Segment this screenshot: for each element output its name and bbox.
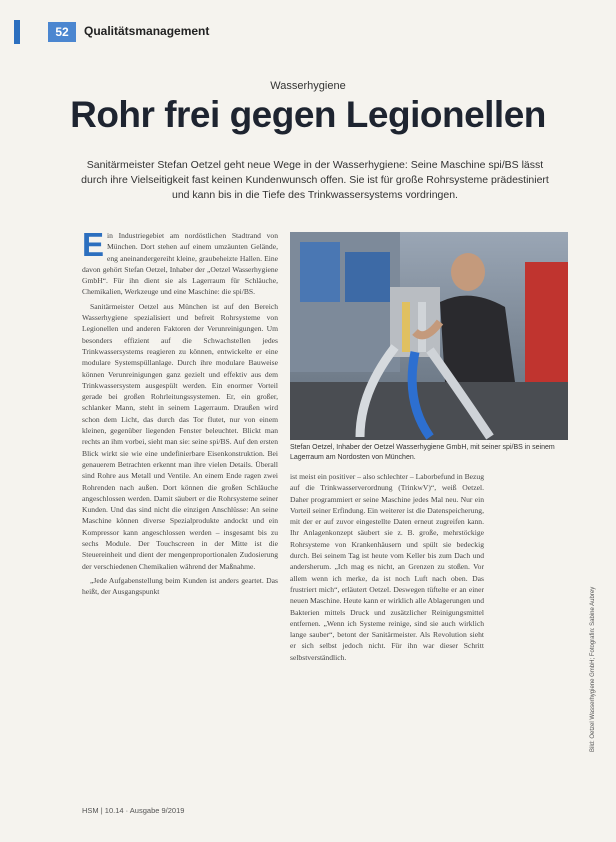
photo-illustration bbox=[290, 232, 568, 440]
page-footer: HSM | 10.14 · Ausgabe 9/2019 bbox=[82, 806, 185, 815]
article-kicker: Wasserhygiene bbox=[270, 80, 346, 92]
page-number: 52 bbox=[48, 22, 76, 42]
text-column-1 bbox=[82, 226, 278, 601]
paragraph-1 bbox=[82, 226, 278, 298]
paragraph-3: „Jede Aufgabenstellung beim Kunden ist anders geartet. Das heißt, der Ausgangspunkt bbox=[82, 575, 278, 597]
text-column-2 bbox=[290, 471, 484, 666]
section-title: Qualitätsmanagement bbox=[84, 24, 210, 38]
paragraph-4: ist meist ein positiver – also schlechter – Laborbefund in Bezug auf die Trinkwasserverordnung (TrinkwV)“, weiß Oetzel. Daher programmiert er seine Maschine jedes Mal neu. Nur ein Vorteil seiner Erfindung. Ein weiterer ist die Datenspeicherung, mit der er auf zuvor eingestellte Daten erneut zugreifen kann. Ihr Anlagenkonzept säubert sie z. B. große, mehrstöckige Rohrsysteme von Krankenhäusern und spült sie bedeckig durch. Bei seinem Tag ist heute vom Keller bis zum Dach und andersherum. „Ich mag es nicht, an Grenzen zu stoßen. Vor allem wenn ich merke, da ist noch Luft nach oben. Das frustriert mich“, erläutert Oetzel. Deswegen tüftelte er an einer neuen Maschine. Heute kann er wirklich alle Ablagerungen und Bakterien mittels Druck und zusätzlicher Reinigungsmittel entfernen. „Wenn ich Systeme reinige, sind sie auch wirklich lange sauber“, betont der Sanitärmeister. Als Revolution sieht er sich selbst jedoch nicht. Für ihn war dieser Schritt selbstverständlich. bbox=[290, 472, 484, 662]
photo-credit: Bild: Oetzel Wasserhygiene GmbH; Fotografin: Sabine Aubrey bbox=[590, 586, 596, 752]
paragraph-2: Sanitärmeister Oetzel aus München ist auf den Bereich Wasserhygiene spezialisiert und befreit Rohrsysteme von Legionellen und anderen Faktoren der Verunreinigungen. Um besonders effizient auf die Schwachstellen jedes Trinkwassersystems reagieren zu können, entwickelte er eine modulare Systemspüllanlage. Durch ihre modulare Bauweise können Verunreinigungen ganz gezielt und effektiv aus dem Trinkwassersystem ausgespült werden. Ein enormer Vorteil gerade bei großen Rohrleitungssystemen. Er, ein großer, schlanker Mann, steht in seinem Lagerraum. Draußen wird schon dem Licht, das durch das Tor flutet, nur von einem kleinen, gegenüber liegenden Fenster beleuchtet. Blickt man rechts an ihm vorbei, sieht man sie: seine spi/BS. Auf den ersten Blick wirkt sie wie eine undefinierbare Eisenkonstruktion. Bei genauerem Betrachten erkennt man ihre vielen Details. Überall sind Rohre aus Metall und Ventile. An einem Ende ragen zwei Rohrenden nach außen. Dort können die großen Schläuche angeschlossen werden. Damit säubert er die Rohrsysteme seiner Kunden. Und das sind nicht die einzigen Anschlüsse: An seine Maschine können diverse Spezialprodukte andockt und ein Kompressor kann angeschlossen werden – insgesamt bis zu sechs Module. Der Touchscreen in der Mitte ist die Steuereinheit und dient der mengenproportionalen Zudosierung der verschiedenen Chemikalien während der Maßnahme. bbox=[82, 301, 278, 571]
article-lead: Sanitärmeister Stefan Oetzel geht neue Wege in der Wasserhygiene: Seine Maschine spi/BS lässt durch ihre Vielseitigkeit fast keinen Kundenwunsch offen. Sie ist für große Rohrsysteme prädestiniert und kann bis in die Tiefe des Trinkwassersystems vordringen. bbox=[81, 159, 549, 201]
drop-cap: E bbox=[82, 226, 105, 263]
photo-caption: Stefan Oetzel, Inhaber der Oetzel Wasserhygiene GmbH, mit seiner spi/BS in seinem Lagerraum am Nordosten von München. bbox=[290, 444, 555, 461]
article-title: Rohr frei gegen Legionellen bbox=[70, 94, 546, 135]
header-accent-bar bbox=[14, 20, 20, 44]
article-photo bbox=[290, 232, 568, 440]
paragraph-1-text: in Industriegebiet am nordöstlichen Stadtrand von München. Dort stehen auf einem umzäunten Gelände, eng aneinandergereiht kleine, graubeheizte Hallen. Eine davon gehört Stefan Oetzel, Inhaber der „Oetzel Wasserhygiene GmbH“. Für ihn dient sie als Lagerraum für Schläuche, Chemikalien, Werkzeuge und eine Maschine: die spi/BS. bbox=[82, 231, 278, 297]
